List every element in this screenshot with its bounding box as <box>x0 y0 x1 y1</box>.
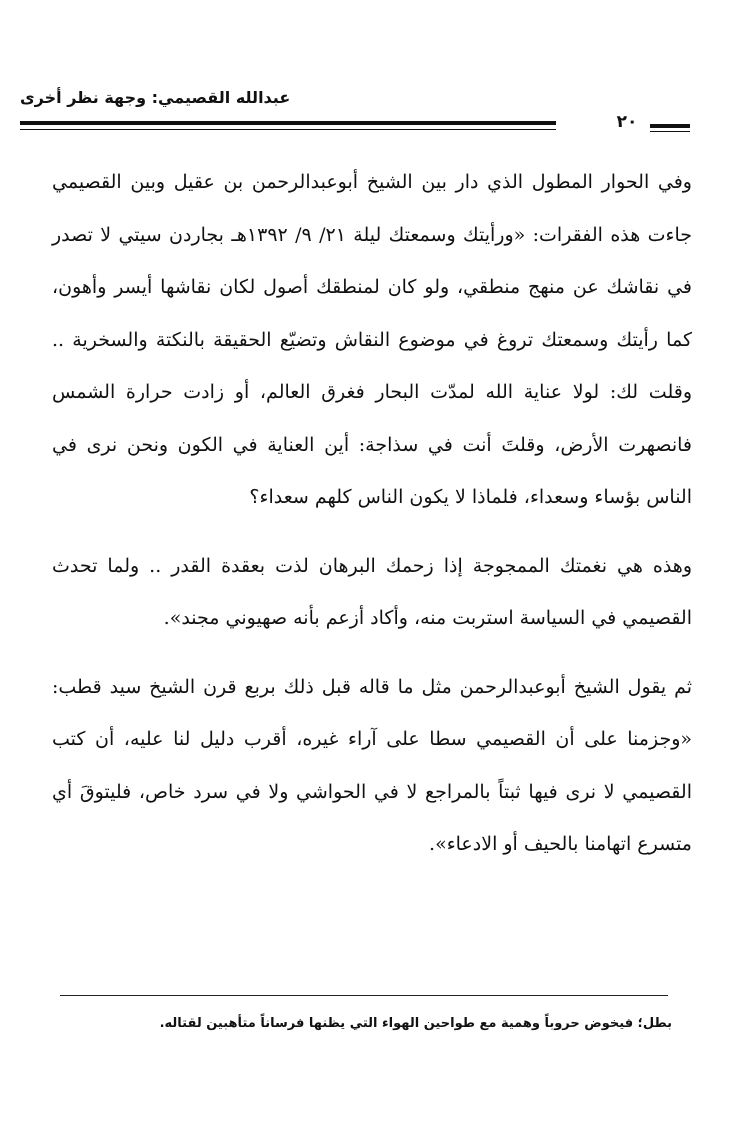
paragraph-3: ثم يقول الشيخ أبوعبدالرحمن مثل ما قاله قبل ذلك بربع قرن الشيخ سيد قطب: «وجزمنا على أن القصيمي سطا على آراء غيره، أقرب دليل لنا عليه، أن كتب القصيمي لا نرى فيها ثبتاً بالمراجع لا في الحواشي ولا في سرد خاص، فليتوقَ أي متسرع اتهامنا بالحيف أو الادعاء». <box>52 675 692 855</box>
paragraph-2: وهذه هي نغمتك الممجوجة إذا زحمك البرهان لذت بعقدة القدر .. ولما تحدث القصيمي في السياسة استربت منه، وأكاد أزعم بأنه صهيوني مجند». <box>52 554 692 629</box>
page-number: ٢٠ <box>616 112 638 132</box>
header-rule-left-thick <box>20 121 556 125</box>
paragraph-1: وفي الحوار المطول الذي دار بين الشيخ أبوعبدالرحمن بن عقيل وبين القصيمي جاءت هذه الفقرات: «ورأيتك وسمعتك ليلة ٢١/ ٩/ ١٣٩٢هـ بجاردن سيتي لا تصدر في نقاشك عن منهج منطقي، ولو كان لمنطقك أصول لكان نقاشها أيسر وأهون، كما رأيتك وسمعتك تروغ في موضوع النقاش وتضيّع الحقيقة بالنكتة والسخرية .. وقلت لك: لولا عناية الله لمدّت البحار فغرق العالم، أو زادت حرارة الشمس فانصهرت الأرض، وقلتَ أنت في سذاجة: أين العناية في الكون ونحن نرى في الناس بؤساء وسعداء، فلماذا لا يكون الناس كلهم سعداء؟ <box>52 171 692 508</box>
header-rule-left-thin <box>20 129 556 130</box>
running-header-title: عبدالله القصيمي: وجهة نظر أخرى <box>20 88 291 107</box>
footnote-text: بطل؛ فيخوض حروباً وهمية مع طواحين الهواء التي يظنها فرساناً متأهبين لقتاله. <box>159 1016 672 1031</box>
header-rule-right-thin <box>650 131 690 132</box>
footnote-divider <box>60 995 668 996</box>
header-rule-right-thick <box>650 124 690 128</box>
body-text <box>52 156 692 871</box>
